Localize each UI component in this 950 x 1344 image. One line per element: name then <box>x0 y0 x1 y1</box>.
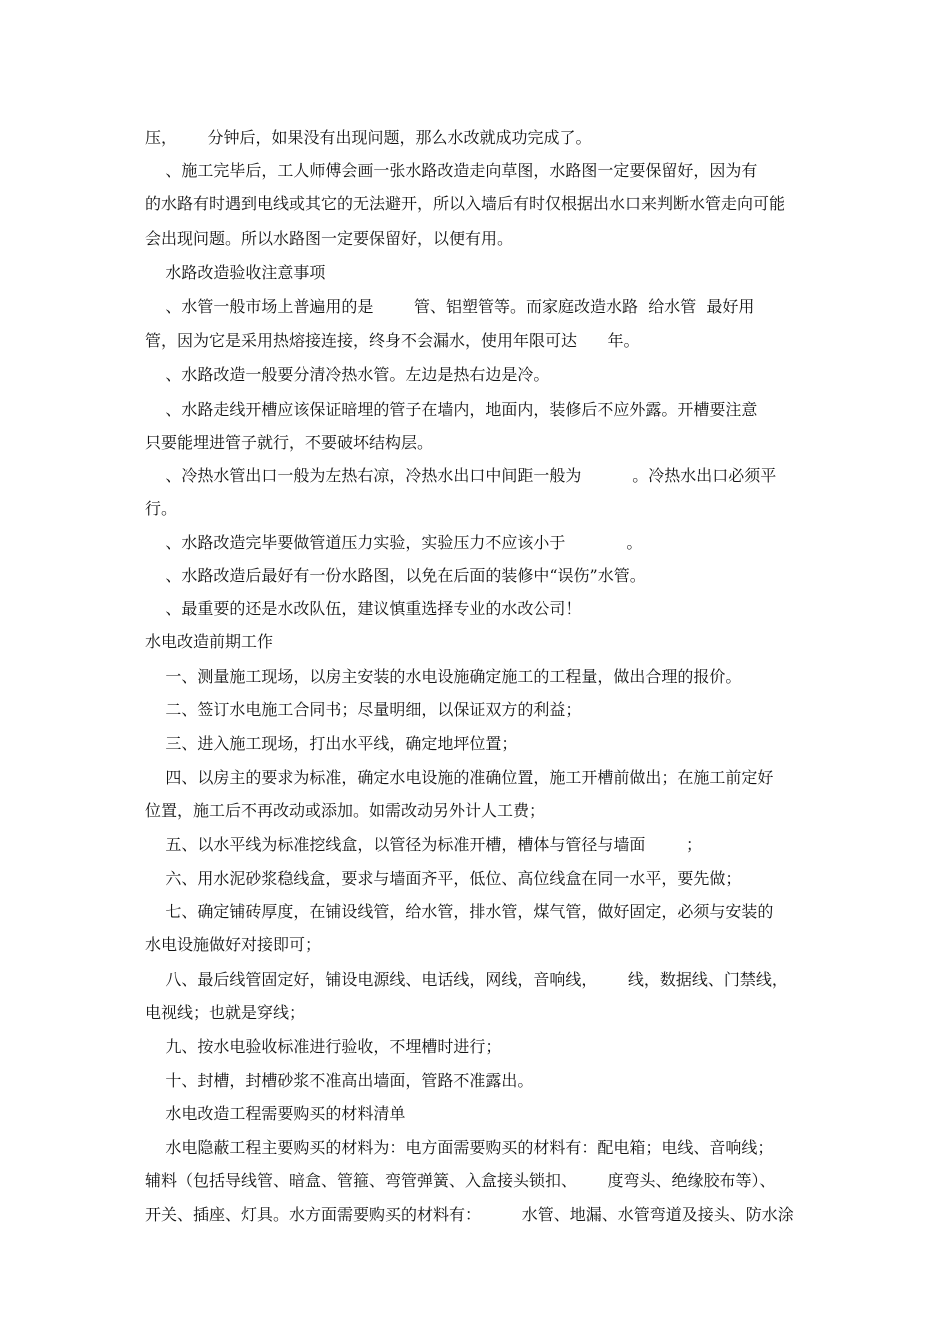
text-line: 八、最后线管固定好，铺设电源线、电话线，网线，音响线， 线，数据线、门禁线， <box>145 970 788 989</box>
text-line: 只要能埋进管子就行，不要破坏结构层。 <box>145 433 434 452</box>
text-line: 开关、插座、灯具。水方面需要购买的材料有： 水管、地漏、水管弯道及接头、防水涂 <box>145 1205 794 1224</box>
text-line: 九、按水电验收标准进行验收，不埋槽时进行； <box>145 1037 502 1056</box>
text-line: 、水路改造后最好有一份水路图，以免在后面的装修中“误伤”水管。 <box>145 566 646 585</box>
text-line: 水电设施做好对接即可； <box>145 935 322 954</box>
text-line: 会出现问题。所以水路图一定要保留好，以便有用。 <box>145 229 514 248</box>
text-line: 十、封槽，封槽砂浆不准高出墙面，管路不准露出。 <box>145 1071 534 1090</box>
text-line: 、水路走线开槽应该保证暗埋的管子在墙内，地面内，装修后不应外露。开槽要注意 <box>145 400 758 419</box>
section-heading: 水电改造工程需要购买的材料清单 <box>145 1104 406 1123</box>
section-heading: 水路改造验收注意事项 <box>145 263 326 282</box>
text-line: 的水路有时遇到电线或其它的无法避开，所以入墙后有时仅根据出水口来判断水管走向可能 <box>145 194 786 213</box>
text-line: 电视线；也就是穿线； <box>145 1003 306 1022</box>
text-line: 三、进入施工现场，打出水平线，确定地坪位置； <box>145 734 518 753</box>
section-heading: 水电改造前期工作 <box>145 632 274 651</box>
text-line: 、水管一般市场上普遍用的是 管、铝塑管等。而家庭改造水路 给水管 最好用 <box>145 297 755 316</box>
text-line: 、水路改造一般要分清冷热水管。左边是热右边是冷。 <box>145 365 550 384</box>
text-line: 压， 分钟后，如果没有出现问题，那么水改就成功完成了。 <box>145 128 592 147</box>
text-line: 四、以房主的要求为标准，确定水电设施的准确位置，施工开槽前做出；在施工前定好 <box>145 768 774 787</box>
text-line: 、最重要的还是水改队伍，建议慎重选择专业的水改公司！ <box>145 599 582 618</box>
text-line: 六、用水泥砂浆稳线盒，要求与墙面齐平，低位、高位线盒在同一水平，要先做； <box>145 869 742 888</box>
text-line: 七、确定铺砖厚度，在铺设线管，给水管，排水管，煤气管，做好固定，必须与安装的 <box>145 902 774 921</box>
text-line: 水电隐蔽工程主要购买的材料为：电方面需要购买的材料有：配电箱；电线、音响线； <box>145 1138 774 1157</box>
text-line: 行。 <box>145 499 178 518</box>
text-line: 管，因为它是采用热熔接连接，终身不会漏水，使用年限可达 年。 <box>145 331 640 350</box>
text-line: 二、签订水电施工合同书；尽量明细，以保证双方的利益； <box>145 700 582 719</box>
text-line: 、水路改造完毕要做管道压力实验，实验压力不应该小于 。 <box>145 533 643 552</box>
text-line: 一、测量施工现场，以房主安装的水电设施确定施工的工程量，做出合理的报价。 <box>145 667 742 686</box>
text-line: 辅料（包括导线管、暗盒、管箍、弯管弹簧、入盒接头锁扣、 度弯头、绝缘胶布等）、 <box>145 1171 776 1190</box>
text-line: 五、以水平线为标准挖线盒，以管径为标准开槽，槽体与管径与墙面 ； <box>145 835 703 854</box>
text-line: 位置，施工后不再改动或添加。如需改动另外计人工费； <box>145 801 546 820</box>
text-line: 、施工完毕后，工人师傅会画一张水路改造走向草图，水路图一定要保留好，因为有 <box>145 161 758 180</box>
text-line: 、冷热水管出口一般为左热右凉，冷热水出口中间距一般为 。冷热水出口必须平 <box>145 466 777 485</box>
